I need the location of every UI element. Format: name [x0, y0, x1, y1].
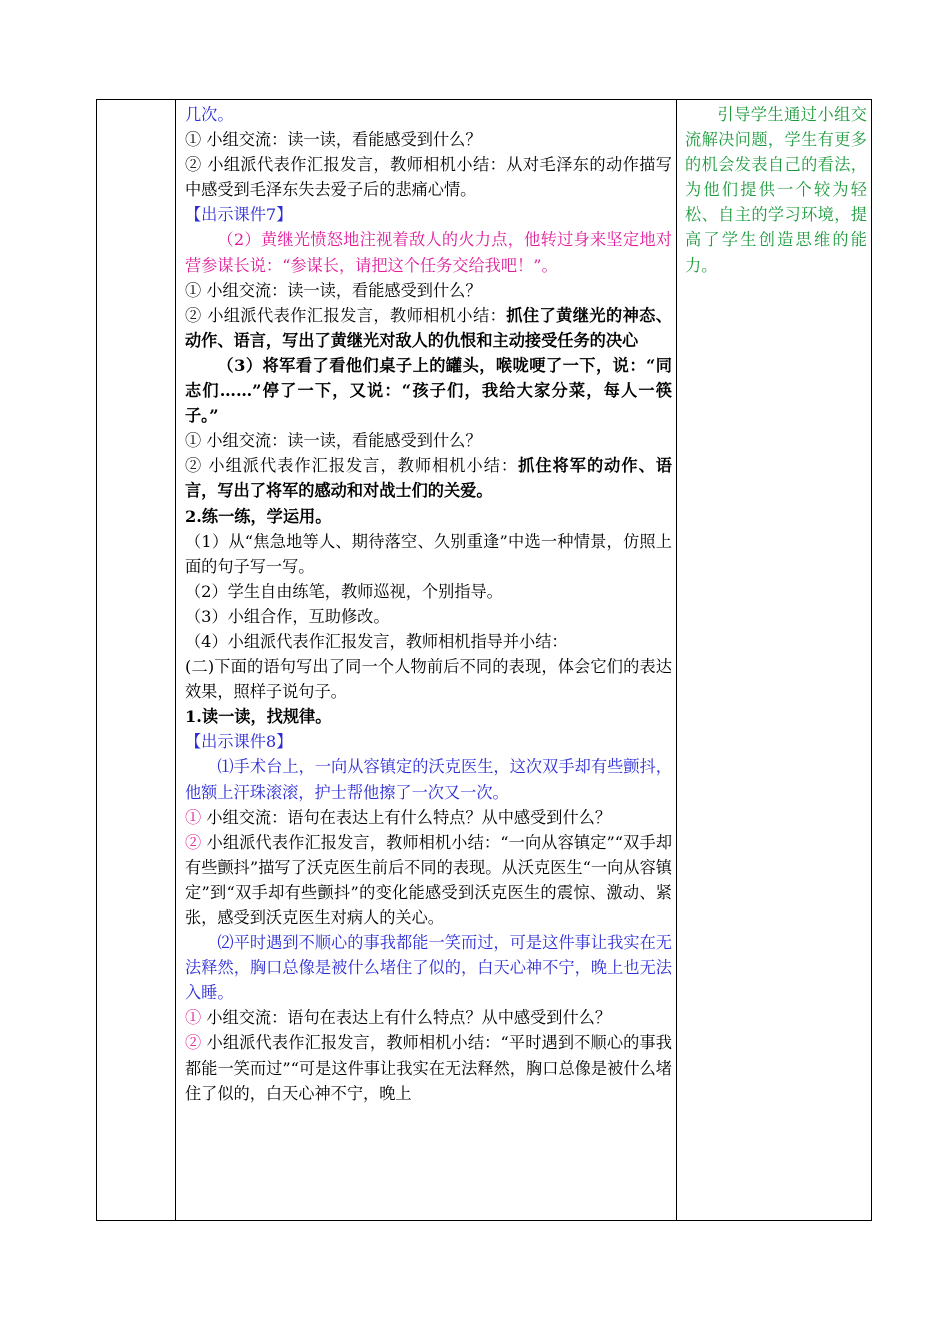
step-report — [185, 1030, 672, 1105]
example-sentence-3: （3）将军看了看他们桌子上的罐头，喉咙哽了一下，说：“同志们……”停了一下，又说：“孩子们，我给大家分菜，每人一筷子。” — [185, 355, 672, 426]
teaching-process-cell — [176, 100, 677, 1221]
step-group-discuss: ① 小组交流：读一读，看能感受到什么？ — [185, 130, 482, 150]
courseware-label-8: 【出示课件8】 — [185, 732, 293, 752]
example-sentence-doctor: ⑴手术台上，一向从容镇定的沃克医生，这次双手却有些颤抖，他额上汗珠滚滚，护士帮他擦了一次又一次。 — [185, 757, 672, 802]
report-prefix: ② 小组派代表作汇报发言，教师相机小结： — [185, 456, 519, 476]
step-report — [185, 303, 672, 353]
practice-step-3: （3）小组合作，互助修改。 — [185, 606, 390, 626]
step-text: 小组交流：语句在表达上有什么特点？从中感受到什么？ — [201, 1008, 612, 1028]
step-group-discuss: ① 小组交流：读一读，看能感受到什么？ — [185, 280, 482, 300]
empty-left-cell — [97, 100, 176, 1221]
line-continuation: 几次。 — [185, 105, 234, 124]
section-two-intro: (二)下面的语句写出了同一个人物前后不同的表现，体会它们的表达效果，照样子说句子。 — [185, 657, 672, 702]
section-heading-read: 1.读一读，找规律。 — [185, 707, 332, 727]
step-number: ② — [185, 1033, 202, 1053]
step-number: ② — [185, 832, 202, 852]
step-report — [185, 830, 672, 930]
practice-step-2: （2）学生自由练笔，教师巡视，个别指导。 — [185, 581, 503, 601]
design-intent-cell — [677, 100, 872, 1221]
step-text: 小组派代表作汇报发言，教师相机小结：“一向从容镇定”“双手却有些颤抖”描写了沃克医生前后不同的表现。从沃克医生“一向从容镇定”到“双手却有些颤抖”的变化能感受到沃克医生的震惊、激动、紧张，感受到沃克医生对病人的关心。 — [185, 832, 673, 927]
report-summary: 抓住将军的动作、语言，写出了将军的感动和对战士们的关爱。 — [185, 456, 672, 501]
report-prefix: ② 小组派代表作汇报发言，教师相机小结： — [185, 305, 507, 325]
section-heading-practice: 2.练一练，学运用。 — [185, 506, 332, 526]
step-number: ① — [185, 1008, 202, 1028]
step-report: ② 小组派代表作汇报发言，教师相机小结：从对毛泽东的动作描写中感受到毛泽东失去爱子后的悲痛心情。 — [185, 155, 672, 200]
step-group-discuss — [185, 805, 672, 830]
step-report — [185, 453, 672, 503]
practice-step-1: （1）从“焦急地等人、期待落空、久别重逢”中选一种情景，仿照上面的句子写一写。 — [185, 531, 672, 576]
example-sentence-unsettled: ⑵平时遇到不顺心的事我都能一笑而过，可是这件事让我实在无法释然，胸口总像是被什么堵住了似的，白天心神不宁，晚上也无法入睡。 — [185, 933, 672, 1003]
step-group-discuss — [185, 1005, 672, 1030]
step-text: 小组派代表作汇报发言，教师相机小结：“平时遇到不顺心的事我都能一笑而过”“可是这件事让我实在无法释然，胸口总像是被什么堵住了似的，白天心神不宁，晚上 — [185, 1033, 672, 1103]
lesson-plan-table — [96, 99, 872, 1221]
courseware-label-7: 【出示课件7】 — [185, 205, 293, 225]
step-number: ① — [185, 807, 202, 827]
step-group-discuss: ① 小组交流：读一读，看能感受到什么？ — [185, 431, 482, 451]
practice-step-4: （4）小组派代表作汇报发言，教师相机指导并小结： — [185, 631, 568, 651]
table-row — [97, 100, 872, 1221]
report-summary: 抓住了黄继光的神态、动作、语言，写出了黄继光对敌人的仇恨和主动接受任务的决心 — [185, 305, 672, 350]
example-sentence-2: （2）黄继光愤怒地注视着敌人的火力点，他转过身来坚定地对营参谋长说：“参谋长，请把这个任务交给我吧！”。 — [185, 230, 672, 275]
step-text: 小组交流：语句在表达上有什么特点？从中感受到什么？ — [201, 807, 612, 827]
design-intent-note: 引导学生通过小组交流解决问题，学生有更多的机会发表自己的看法，为他们提供一个较为轻松、自主的学习环境，提高了学生创造思维的能力。 — [685, 105, 867, 275]
